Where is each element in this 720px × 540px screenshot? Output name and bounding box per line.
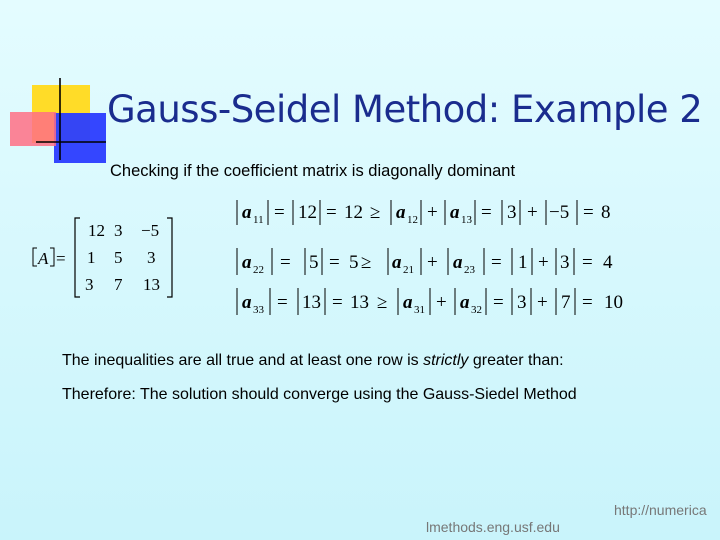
inequality-note	[62, 352, 564, 370]
row-check-2	[237, 248, 613, 276]
svg-text:=: =	[326, 202, 337, 223]
matrix-cell: 7	[114, 275, 123, 294]
svg-text:8: 8	[601, 202, 611, 223]
svg-text:5: 5	[309, 252, 319, 273]
svg-text:22: 22	[253, 264, 264, 276]
svg-text:32: 32	[471, 304, 482, 316]
svg-text:3: 3	[507, 202, 517, 223]
svg-text:3: 3	[560, 252, 570, 273]
matrix-cell: 3	[147, 248, 156, 267]
svg-text:11: 11	[253, 214, 264, 226]
svg-text:4: 4	[603, 252, 613, 273]
matrix-name: A	[38, 249, 49, 268]
svg-text:=: =	[493, 292, 504, 313]
row-check-1	[237, 200, 611, 226]
svg-text:a: a	[392, 252, 402, 273]
svg-text:+: +	[427, 202, 438, 223]
svg-text:≥: ≥	[370, 202, 381, 223]
svg-text:+: +	[436, 292, 447, 313]
svg-text:12: 12	[298, 202, 317, 223]
slide-title: Gauss-Seidel Method: Example 2	[107, 88, 703, 131]
matrix-equals: =	[56, 249, 66, 268]
svg-text:13: 13	[350, 292, 369, 313]
svg-text:1: 1	[518, 252, 528, 273]
svg-text:=: =	[277, 292, 288, 313]
svg-text:31: 31	[414, 304, 425, 316]
svg-text:a: a	[396, 202, 406, 223]
matrix-cell: 3	[85, 275, 94, 294]
matrix-cell: 13	[143, 275, 160, 294]
svg-text:=: =	[274, 202, 285, 223]
svg-text:a: a	[242, 292, 252, 313]
svg-text:=: =	[481, 202, 492, 223]
svg-text:=: =	[582, 292, 593, 313]
svg-text:3: 3	[517, 292, 527, 313]
matrix-cell: 12	[88, 221, 105, 240]
svg-text:≥: ≥	[361, 252, 372, 273]
svg-text:a: a	[460, 292, 470, 313]
svg-text:13: 13	[461, 214, 472, 226]
svg-text:=: =	[332, 292, 343, 313]
svg-text:33: 33	[253, 304, 264, 316]
footer-url-part2[interactable]: lmethods.eng.usf.edu	[426, 519, 560, 535]
matrix-cell: 3	[114, 221, 123, 240]
svg-text:=: =	[583, 202, 594, 223]
matrix-equation	[33, 218, 172, 297]
svg-text:+: +	[537, 292, 548, 313]
svg-text:+: +	[427, 252, 438, 273]
svg-text:a: a	[450, 202, 460, 223]
svg-text:≥: ≥	[377, 292, 388, 313]
inequality-note-suffix: greater than:	[468, 352, 564, 369]
svg-text:a: a	[242, 202, 252, 223]
matrix-cell: 1	[87, 248, 96, 267]
svg-text:=: =	[280, 252, 291, 273]
svg-text:21: 21	[403, 264, 414, 276]
svg-text:a: a	[242, 252, 252, 273]
svg-text:10: 10	[604, 292, 623, 313]
inequality-note-prefix: The inequalities are all true and at least one row is	[62, 352, 424, 369]
slide-subtitle: Checking if the coefficient matrix is diagonally dominant	[110, 162, 516, 180]
svg-text:a: a	[403, 292, 413, 313]
svg-text:5: 5	[349, 252, 359, 273]
svg-text:+: +	[538, 252, 549, 273]
svg-text:+: +	[527, 202, 538, 223]
svg-text:7: 7	[561, 292, 571, 313]
svg-text:12: 12	[407, 214, 418, 226]
svg-text:12: 12	[344, 202, 363, 223]
footer-url-part1[interactable]: http://numerica	[614, 502, 707, 518]
inequality-note-emphasis: strictly	[423, 352, 469, 369]
svg-text:=: =	[329, 252, 340, 273]
matrix-cell: −5	[141, 221, 160, 240]
svg-text:13: 13	[302, 292, 321, 313]
matrix-cell: 5	[114, 248, 123, 267]
svg-text:−5: −5	[549, 202, 570, 223]
row-check-3	[237, 288, 623, 316]
conclusion-text: Therefore: The solution should converge using the Gauss-Siedel Method	[62, 386, 577, 403]
svg-text:23: 23	[464, 264, 475, 276]
svg-text:a: a	[453, 252, 463, 273]
svg-text:=: =	[582, 252, 593, 273]
svg-text:=: =	[491, 252, 502, 273]
